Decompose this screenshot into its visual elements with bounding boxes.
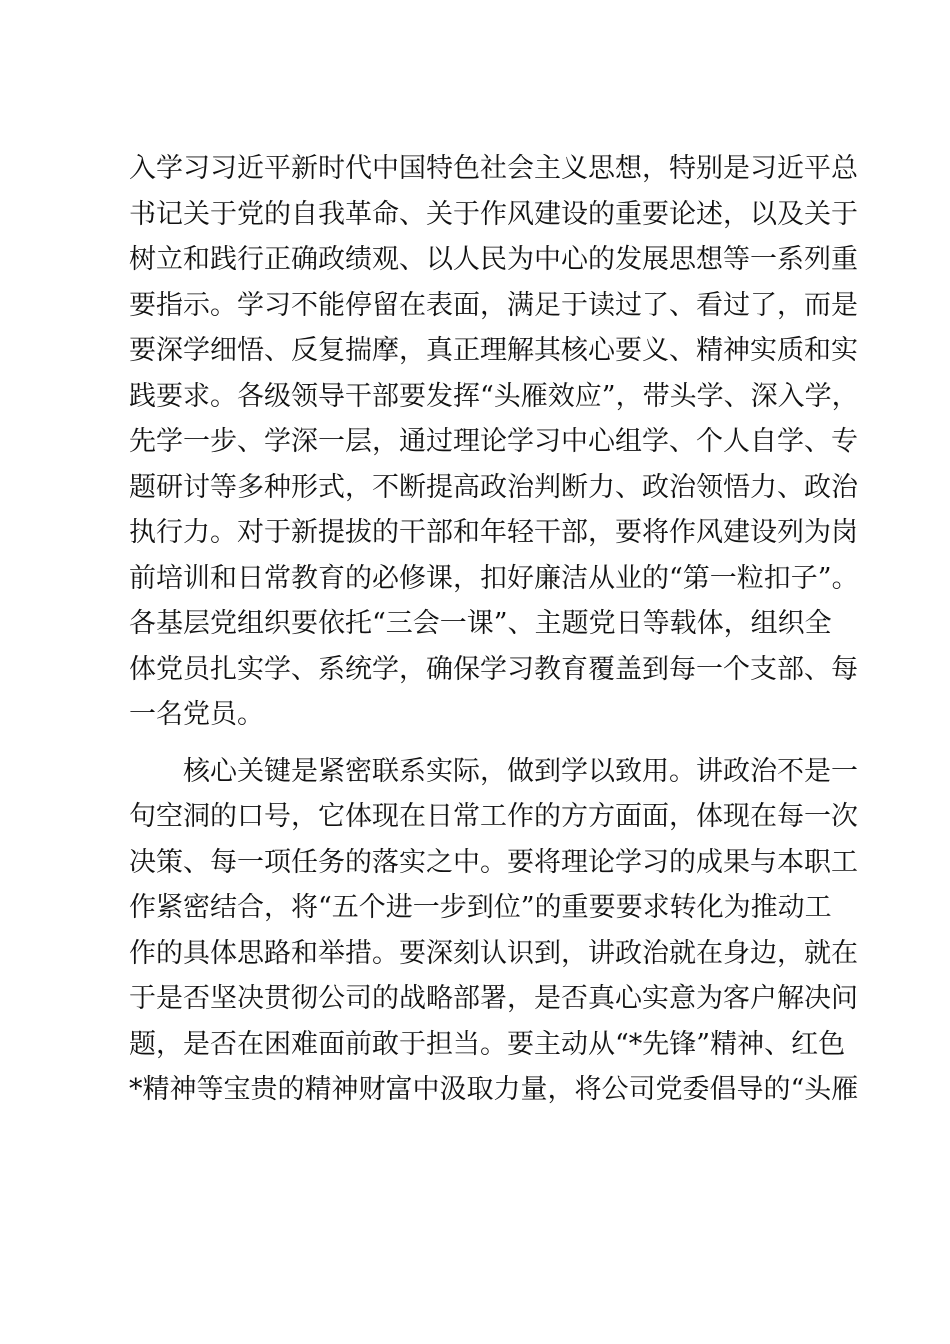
text-line: 入学习习近平新时代中国特色社会主义思想，特别是习近平总	[129, 153, 858, 184]
text-line: 于是否坚决贯彻公司的战略部署，是否真心实意为客户解决问	[129, 983, 858, 1014]
body-text	[129, 146, 859, 1113]
text-line: 要深学细悟、反复揣摩，真正理解其核心要义、精神实质和实	[129, 335, 858, 366]
text-line: 各基层党组织要依托“三会一课”、主题党日等载体，组织全	[129, 608, 832, 639]
text-line: 书记关于党的自我革命、关于作风建设的重要论述，以及关于	[129, 198, 858, 230]
text-line: 树立和践行正确政绩观、以人民为中心的发展思想等一系列重	[129, 244, 858, 275]
text-line: 作的具体思路和举措。要深刻认识到，讲政治就在身边，就在	[129, 937, 858, 969]
text-line: 要指示。学习不能停留在表面，满足于读过了、看过了，而是	[129, 289, 858, 321]
text-line: *精神等宝贵的精神财富中汲取力量，将公司党委倡导的“头雁	[129, 1074, 859, 1105]
text-line: 执行力。对于新提拔的干部和年轻干部，要将作风建设列为岗	[129, 517, 858, 548]
text-line: 句空洞的口号，它体现在日常工作的方方面面，体现在每一次	[129, 801, 858, 832]
text-line: 题研讨等多种形式，不断提高政治判断力、政治领悟力、政治	[129, 471, 858, 503]
text-line: 决策、每一项任务的落实之中。要将理论学习的成果与本职工	[129, 846, 858, 878]
text-line: 践要求。各级领导干部要发挥“头雁效应”，带头学、深入学，	[129, 380, 859, 412]
text-line: 作紧密结合，将“五个进一步到位”的重要要求转化为推动工	[129, 892, 832, 923]
text-line: 一名党员。	[129, 699, 264, 730]
text-line: 题，是否在困难面前敢于担当。要主动从“*先锋”精神、红色	[129, 1028, 846, 1060]
text-line: 前培训和日常教育的必修课，扣好廉洁从业的“第一粒扣子”。	[129, 562, 859, 594]
text-line: 体党员扎实学、系统学，确保学习教育覆盖到每一个支部、每	[129, 653, 858, 685]
text-line: 先学一步、学深一层，通过理论学习中心组学、个人自学、专	[129, 426, 858, 457]
paragraph-spacer	[129, 738, 829, 749]
paragraph-2	[129, 749, 859, 1113]
text-line: 核心关键是紧密联系实际，做到学以致用。讲政治不是一	[129, 755, 858, 787]
paragraph-1	[129, 146, 859, 738]
